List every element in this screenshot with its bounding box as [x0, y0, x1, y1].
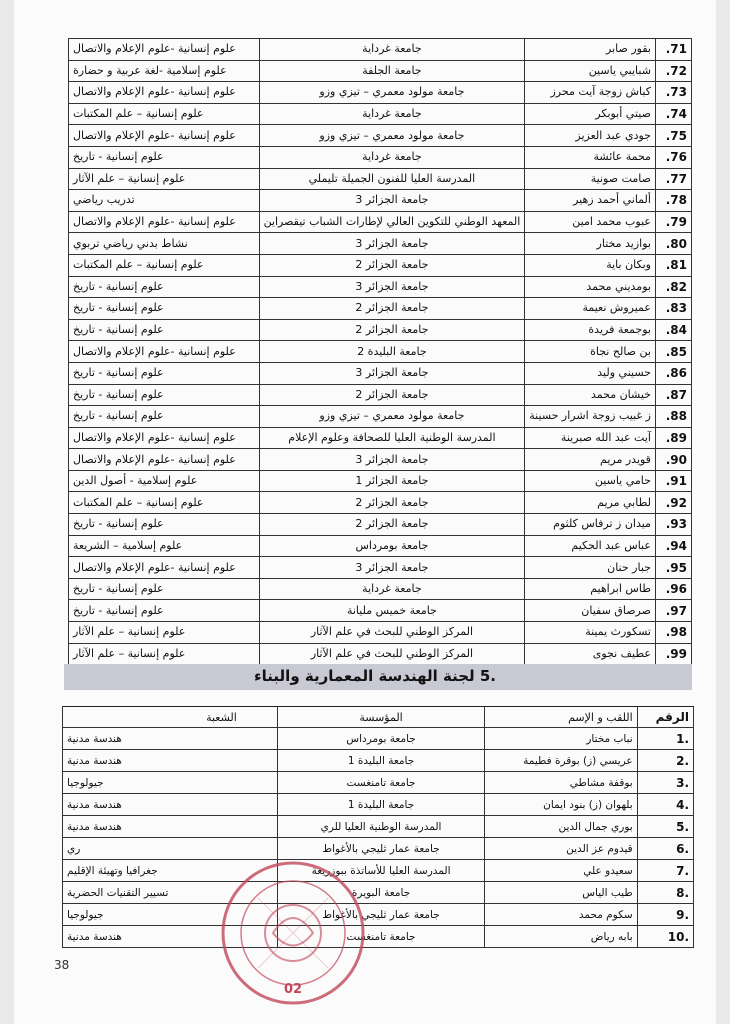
member-name: صرصاق سفيان	[525, 600, 656, 622]
stamp-number: 02	[283, 982, 303, 997]
table-header-row	[63, 707, 694, 728]
branch: هندسة مدنية	[63, 794, 278, 816]
branch: علوم إنسانية -علوم الإعلام والاتصال	[69, 125, 260, 147]
institution: جامعة مولود معمري – تيزي وزو	[259, 406, 525, 428]
row-number: 92.	[655, 492, 691, 514]
row-number: 97.	[655, 600, 691, 622]
branch: علوم إنسانية - تاريخ	[69, 319, 260, 341]
table-row	[63, 750, 694, 772]
table-row	[63, 926, 694, 948]
institution: جامعة الجزائر 3	[259, 190, 525, 212]
member-name: عميروش نعيمة	[525, 298, 656, 320]
branch: علوم إنسانية -علوم الإعلام والاتصال	[69, 427, 260, 449]
branch: ري	[63, 838, 278, 860]
branch: علوم إنسانية -علوم الإعلام والاتصال	[69, 557, 260, 579]
member-name: قويدر مريم	[525, 449, 656, 471]
member-name: لطابي مريم	[525, 492, 656, 514]
branch: علوم إنسانية - تاريخ	[69, 600, 260, 622]
row-number: .4	[637, 794, 693, 816]
row-number: 96.	[655, 578, 691, 600]
section-heading-bar	[64, 664, 692, 690]
branch: جيولوجيا	[63, 772, 278, 794]
member-name: كباش زوجة آيت محرز	[525, 82, 656, 104]
branch: علوم إنسانية – علم الآثار	[69, 643, 260, 665]
institution: المدرسة العليا للأساتذة ببوزريعة	[277, 860, 484, 882]
header-institution: المؤسسة	[277, 707, 484, 728]
institution: المدرسة الوطنية العليا للصحافة وعلوم الإعلام	[259, 427, 525, 449]
institution: جامعة البويرة	[277, 882, 484, 904]
document-page	[14, 0, 716, 1024]
institution: المدرسة العليا للفنون الجميلة تليملي	[259, 168, 525, 190]
table-row	[69, 233, 692, 255]
member-name: ميدان ز ترفاس كلثوم	[525, 514, 656, 536]
branch: علوم إنسانية - تاريخ	[69, 406, 260, 428]
member-name: بوري جمال الدين	[485, 816, 637, 838]
institution: جامعة تامنغست	[277, 772, 484, 794]
row-number: 88.	[655, 406, 691, 428]
institution: جامعة غرداية	[259, 578, 525, 600]
table-row	[63, 728, 694, 750]
member-name: شبايبي ياسين	[525, 60, 656, 82]
row-number: 89.	[655, 427, 691, 449]
branch: علوم إنسانية -علوم الإعلام والاتصال	[69, 82, 260, 104]
member-name: عريسي (ز) بوقرة فطيمة	[485, 750, 637, 772]
institution: جامعة البليدة 1	[277, 794, 484, 816]
member-name: حامي ياسين	[525, 470, 656, 492]
member-name: طاس ابراهيم	[525, 578, 656, 600]
institution: جامعة بومرداس	[277, 728, 484, 750]
row-number: .1	[637, 728, 693, 750]
table-row	[69, 168, 692, 190]
member-name: آيت عبد الله صبرينة	[525, 427, 656, 449]
table-row	[69, 384, 692, 406]
row-number: 99.	[655, 643, 691, 665]
institution: جامعة الجزائر 3	[259, 449, 525, 471]
table-row	[69, 406, 692, 428]
branch: نشاط بدني رياضي تربوي	[69, 233, 260, 255]
member-name: حسيني وليد	[525, 362, 656, 384]
institution: المركز الوطني للبحث في علم الآثار	[259, 622, 525, 644]
branch: علوم إنسانية – علم المكتبات	[69, 103, 260, 125]
row-number: .8	[637, 882, 693, 904]
table-row	[69, 600, 692, 622]
row-number: 94.	[655, 535, 691, 557]
institution: جامعة الجزائر 3	[259, 557, 525, 579]
row-number: 79.	[655, 211, 691, 233]
table-row	[69, 470, 692, 492]
table-row	[63, 882, 694, 904]
row-number: .5	[637, 816, 693, 838]
table-row	[69, 362, 692, 384]
row-number: 72.	[655, 60, 691, 82]
institution: جامعة غرداية	[259, 39, 525, 61]
branch: تدريب رياضي	[69, 190, 260, 212]
row-number: 74.	[655, 103, 691, 125]
branch: هندسة مدنية	[63, 750, 278, 772]
row-number: 71.	[655, 39, 691, 61]
row-number: 85.	[655, 341, 691, 363]
branch: علوم إنسانية - تاريخ	[69, 578, 260, 600]
branch: علوم إنسانية - تاريخ	[69, 362, 260, 384]
branch: علوم إنسانية - تاريخ	[69, 514, 260, 536]
member-name: بوقفة مشاطي	[485, 772, 637, 794]
row-number: 78.	[655, 190, 691, 212]
institution: جامعة البليدة 1	[277, 750, 484, 772]
branch: علوم إسلامية -لغة عربية و حضارة	[69, 60, 260, 82]
header-branch: الشعبة	[63, 707, 278, 728]
table-row	[69, 146, 692, 168]
table-row	[69, 298, 692, 320]
row-number: 90.	[655, 449, 691, 471]
table-row	[69, 39, 692, 61]
member-name: بوازيد مختار	[525, 233, 656, 255]
row-number: .7	[637, 860, 693, 882]
branch: علوم إنسانية – علم الآثار	[69, 168, 260, 190]
branch: هندسة مدنية	[63, 926, 278, 948]
member-name: طيب الياس	[485, 882, 637, 904]
table-row	[69, 535, 692, 557]
table-row	[69, 643, 692, 665]
member-name: ألماني أحمد زهير	[525, 190, 656, 212]
member-name: وبكان باية	[525, 254, 656, 276]
member-name: سعيدو علي	[485, 860, 637, 882]
table-row	[69, 276, 692, 298]
member-name: بومديني محمد	[525, 276, 656, 298]
branch: علوم إنسانية - تاريخ	[69, 146, 260, 168]
institution: المعهد الوطني للتكوين العالي لإطارات الشباب تيقصراين	[259, 211, 525, 233]
institution: جامعة عمار ثليجي بالأغواط	[277, 904, 484, 926]
table-row	[69, 492, 692, 514]
member-name: صيتي أبوبكر	[525, 103, 656, 125]
row-number: 98.	[655, 622, 691, 644]
member-name: عباس عبد الحكيم	[525, 535, 656, 557]
table-row	[69, 557, 692, 579]
table-row	[69, 622, 692, 644]
institution: جامعة الجزائر 3	[259, 362, 525, 384]
institution: جامعة الجزائر 2	[259, 254, 525, 276]
branch: علوم إنسانية - تاريخ	[69, 276, 260, 298]
member-name: ز غبيب زوجة اشرار حسينة	[525, 406, 656, 428]
architecture-committee-table	[62, 706, 694, 948]
header-number: الرقم	[637, 707, 693, 728]
table-row	[69, 103, 692, 125]
row-number: 83.	[655, 298, 691, 320]
row-number: 84.	[655, 319, 691, 341]
row-number: 81.	[655, 254, 691, 276]
institution: جامعة الجزائر 3	[259, 276, 525, 298]
table-row	[69, 319, 692, 341]
member-name: سكوم محمد	[485, 904, 637, 926]
branch: علوم إنسانية - تاريخ	[69, 298, 260, 320]
member-name: محمة عائشة	[525, 146, 656, 168]
table-row	[63, 904, 694, 926]
institution: جامعة الجزائر 2	[259, 319, 525, 341]
branch: علوم إنسانية -علوم الإعلام والاتصال	[69, 341, 260, 363]
table-row	[69, 60, 692, 82]
institution: جامعة الجزائر 1	[259, 470, 525, 492]
row-number: .3	[637, 772, 693, 794]
institution: جامعة الجزائر 2	[259, 514, 525, 536]
branch: علوم إسلامية – الشريعة	[69, 535, 260, 557]
member-name: نباب مختار	[485, 728, 637, 750]
member-name: بوجمعة فريدة	[525, 319, 656, 341]
row-number: 86.	[655, 362, 691, 384]
institution: جامعة الجلفة	[259, 60, 525, 82]
institution: جامعة بومرداس	[259, 535, 525, 557]
member-name: عبوب محمد امين	[525, 211, 656, 233]
branch: هندسة مدنية	[63, 816, 278, 838]
table-row	[69, 82, 692, 104]
branch: هندسة مدنية	[63, 728, 278, 750]
institution: جامعة البليدة 2	[259, 341, 525, 363]
members-table-continued	[68, 38, 692, 665]
institution: جامعة تامنغست	[277, 926, 484, 948]
table-row	[69, 190, 692, 212]
row-number: 82.	[655, 276, 691, 298]
member-name: صامت صونية	[525, 168, 656, 190]
branch: علوم إنسانية -علوم الإعلام والاتصال	[69, 211, 260, 233]
branch: علوم إنسانية -علوم الإعلام والاتصال	[69, 449, 260, 471]
row-number: .9	[637, 904, 693, 926]
header-name: اللقب و الإسم	[485, 707, 637, 728]
table-row	[69, 254, 692, 276]
member-name: بن صالح نجاة	[525, 341, 656, 363]
member-name: جودي عبد العزيز	[525, 125, 656, 147]
institution: جامعة غرداية	[259, 146, 525, 168]
institution: المدرسة الوطنية العليا للري	[277, 816, 484, 838]
official-stamp	[218, 858, 368, 1008]
section-heading: .5 لجنة الهندسة المعمارية والبناء	[254, 667, 496, 685]
table-row	[63, 794, 694, 816]
row-number: 91.	[655, 470, 691, 492]
member-name: بابه رياض	[485, 926, 637, 948]
member-name: بقور صابر	[525, 39, 656, 61]
branch: علوم إنسانية – علم الآثار	[69, 622, 260, 644]
member-name: عطيف نجوى	[525, 643, 656, 665]
table-row	[69, 125, 692, 147]
row-number: 75.	[655, 125, 691, 147]
row-number: .10	[637, 926, 693, 948]
row-number: 77.	[655, 168, 691, 190]
table-row	[69, 449, 692, 471]
member-name: خيشان محمد	[525, 384, 656, 406]
row-number: 73.	[655, 82, 691, 104]
table-row	[69, 341, 692, 363]
branch: جيولوجيا	[63, 904, 278, 926]
institution: جامعة الجزائر 3	[259, 233, 525, 255]
member-name: بلهوان (ز) بنود ايمان	[485, 794, 637, 816]
branch: علوم إنسانية -علوم الإعلام والاتصال	[69, 39, 260, 61]
row-number: 87.	[655, 384, 691, 406]
table-row	[63, 838, 694, 860]
branch: علوم إنسانية – علم المكتبات	[69, 492, 260, 514]
institution: المركز الوطني للبحث في علم الآثار	[259, 643, 525, 665]
institution: جامعة خميس مليانة	[259, 600, 525, 622]
table-row	[69, 578, 692, 600]
table-row	[69, 514, 692, 536]
page-number: 38	[54, 958, 70, 972]
row-number: 80.	[655, 233, 691, 255]
row-number: 76.	[655, 146, 691, 168]
row-number: 93.	[655, 514, 691, 536]
branch: علوم إسلامية - أصول الدين	[69, 470, 260, 492]
institution: جامعة الجزائر 2	[259, 384, 525, 406]
row-number: 95.	[655, 557, 691, 579]
branch: تسيير التقنيات الحضرية	[63, 882, 278, 904]
member-name: جبار حنان	[525, 557, 656, 579]
table-row	[69, 211, 692, 233]
table-row	[69, 427, 692, 449]
institution: جامعة مولود معمري – تيزي وزو	[259, 82, 525, 104]
branch: جغرافيا وتهيئة الإقليم	[63, 860, 278, 882]
table-row	[63, 772, 694, 794]
member-name: قيدوم عز الدين	[485, 838, 637, 860]
row-number: .2	[637, 750, 693, 772]
institution: جامعة عمار ثليجي بالأغواط	[277, 838, 484, 860]
institution: جامعة الجزائر 2	[259, 298, 525, 320]
institution: جامعة مولود معمري – تيزي وزو	[259, 125, 525, 147]
institution: جامعة الجزائر 2	[259, 492, 525, 514]
branch: علوم إنسانية - تاريخ	[69, 384, 260, 406]
row-number: .6	[637, 838, 693, 860]
institution: جامعة غرداية	[259, 103, 525, 125]
table-row	[63, 816, 694, 838]
branch: علوم إنسانية – علم المكتبات	[69, 254, 260, 276]
member-name: تسكورث يمينة	[525, 622, 656, 644]
table-row	[63, 860, 694, 882]
